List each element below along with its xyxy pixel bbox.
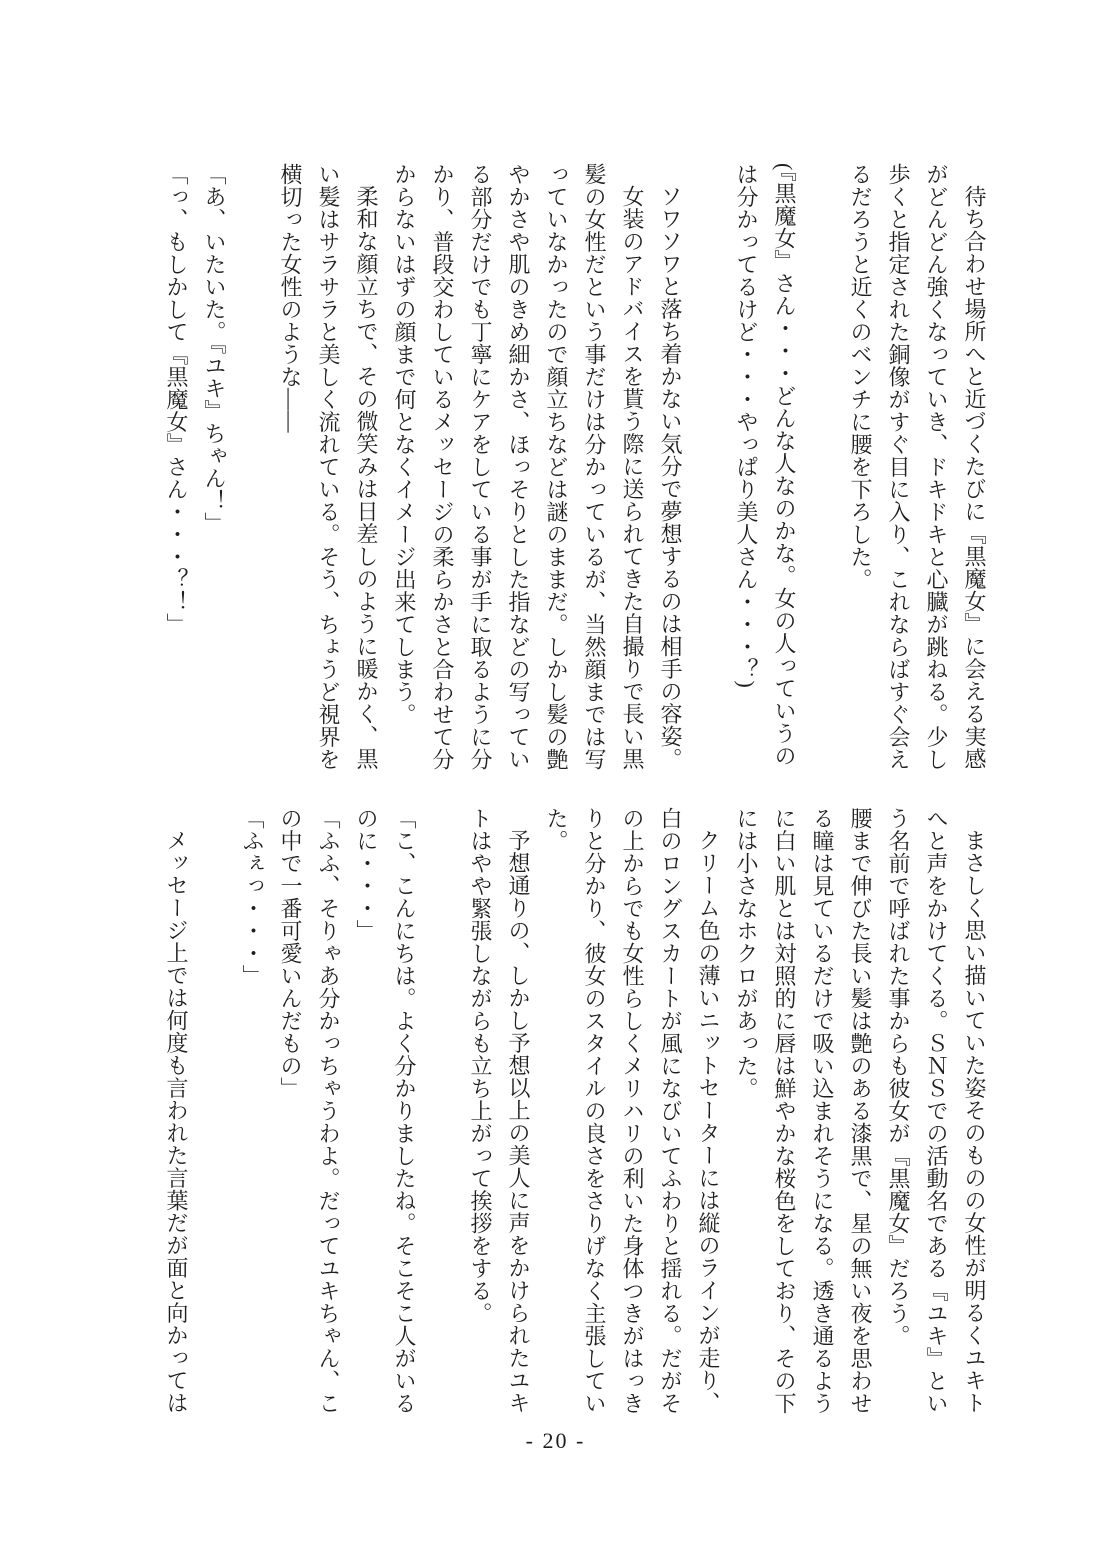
lower-text-block <box>157 807 993 1415</box>
text-column: 横切った女性のような―― <box>278 163 303 433</box>
text-column: 歩くと指定された銅像がすぐ目に入り、これならばすぐ会え <box>886 163 911 771</box>
text-column <box>423 807 461 1407</box>
text-column: トはやや緊張しながらも立ち上がって挨拶をする。 <box>468 807 493 1325</box>
text-column: メッセージ上では何度も言われた言葉だが面と向かっては <box>164 829 189 1414</box>
text-column: やかさや肌のきめ細かさ、ほっそりとした指などの写ってい <box>506 163 531 771</box>
text-column <box>233 163 271 763</box>
text-column: っていなかったので顔立ちなどは謎のままだ。しかし髪の艶 <box>544 163 569 771</box>
page-number: - 20 - <box>525 1428 586 1453</box>
text-column: い髪はサラサラと美しく流れている。そう、ちょうど視界を <box>316 163 341 771</box>
text-column: 「あ、いたいた。『ユキ』ちゃん！」 <box>202 163 227 535</box>
text-column: からないはずの顔まで何となくイメージ出来てしまう。 <box>392 163 417 726</box>
upper-text-block <box>157 163 993 771</box>
text-column: に白い肌とは対照的に唇は鮮やかな桜色をしており、その下 <box>772 807 797 1415</box>
text-column: の中で一番可愛いんだもの」 <box>278 807 303 1100</box>
text-column: 「っ、もしかして『黒魔女』さん・・・？！」 <box>164 163 189 636</box>
text-column: 柔和な顔立ちで、その微笑みは日差しのように暖かく、黒 <box>354 185 379 770</box>
text-column: まさしく思い描いていた姿そのものの女性が明るくユキト <box>962 829 987 1414</box>
text-column: がどんどん強くなっていき、ドキドキと心臓が跳ねる。少し <box>924 163 949 771</box>
text-column: へと声をかけてくる。ＳＮＳでの活動名である『ユキ』とい <box>924 807 949 1415</box>
text-column: の上からでも女性らしくメリハリの利いた身体つきがはっき <box>620 807 645 1415</box>
text-column: る部分だけでも丁寧にケアをしている事が手に取るように分 <box>468 163 493 771</box>
text-column: クリーム色の薄いニットセーターには縦のラインが走り、 <box>696 829 721 1414</box>
text-column: 女装のアドバイスを貰う際に送られてきた自撮りで長い黒 <box>620 185 645 770</box>
text-column: のに・・・」 <box>354 807 379 942</box>
text-column: 白のロングスカートが風になびいてふわりと揺れる。だがそ <box>658 807 683 1415</box>
text-column: 髪の女性だという事だけは分かっているが、当然顔までは写 <box>582 163 607 771</box>
text-column: た。 <box>544 807 569 852</box>
text-column: は分かってるけど・・・やっぱり美人さん・・・？) <box>734 163 759 689</box>
text-column: 予想通りの、しかし予想以上の美人に声をかけられたユキ <box>506 829 531 1414</box>
text-column <box>195 807 233 1407</box>
text-column: 待ち合わせ場所へと近づくたびに『黒魔女』に会える実感 <box>962 185 987 770</box>
text-column: 「ふふ、そりゃあ分かっちゃうわよ。だってユキちゃん、こ <box>316 807 341 1415</box>
text-column: (『黒魔女』さん・・・どんな人なのかな。女の人っていうの <box>772 163 797 768</box>
text-column: 「こ、こんにちは。よく分かりましたね。そこそこ人がいる <box>392 807 417 1415</box>
text-column: う名前で呼ばれた事からも彼女が『黒魔女』だろう。 <box>886 807 911 1347</box>
text-column <box>803 163 841 763</box>
text-column: 腰まで伸びた長い髪は艶のある漆黒で、星の無い夜を思わせ <box>848 807 873 1415</box>
text-column: りと分かり、彼女のスタイルの良さをさりげなく主張してい <box>582 807 607 1415</box>
text-column: かり、普段交わしているメッセージの柔らかさと合わせて分 <box>430 163 455 771</box>
text-column <box>689 163 727 763</box>
text-column: ソワソワと落ち着かない気分で夢想するのは相手の容姿。 <box>658 185 683 770</box>
text-column: る瞳は見ているだけで吸い込まれそうになる。透き通るよう <box>810 807 835 1415</box>
text-column: には小さなホクロがあった。 <box>734 807 759 1100</box>
text-column: るだろうと近くのベンチに腰を下ろした。 <box>848 163 873 591</box>
text-column: 「ふぇっ・・・」 <box>240 807 265 987</box>
